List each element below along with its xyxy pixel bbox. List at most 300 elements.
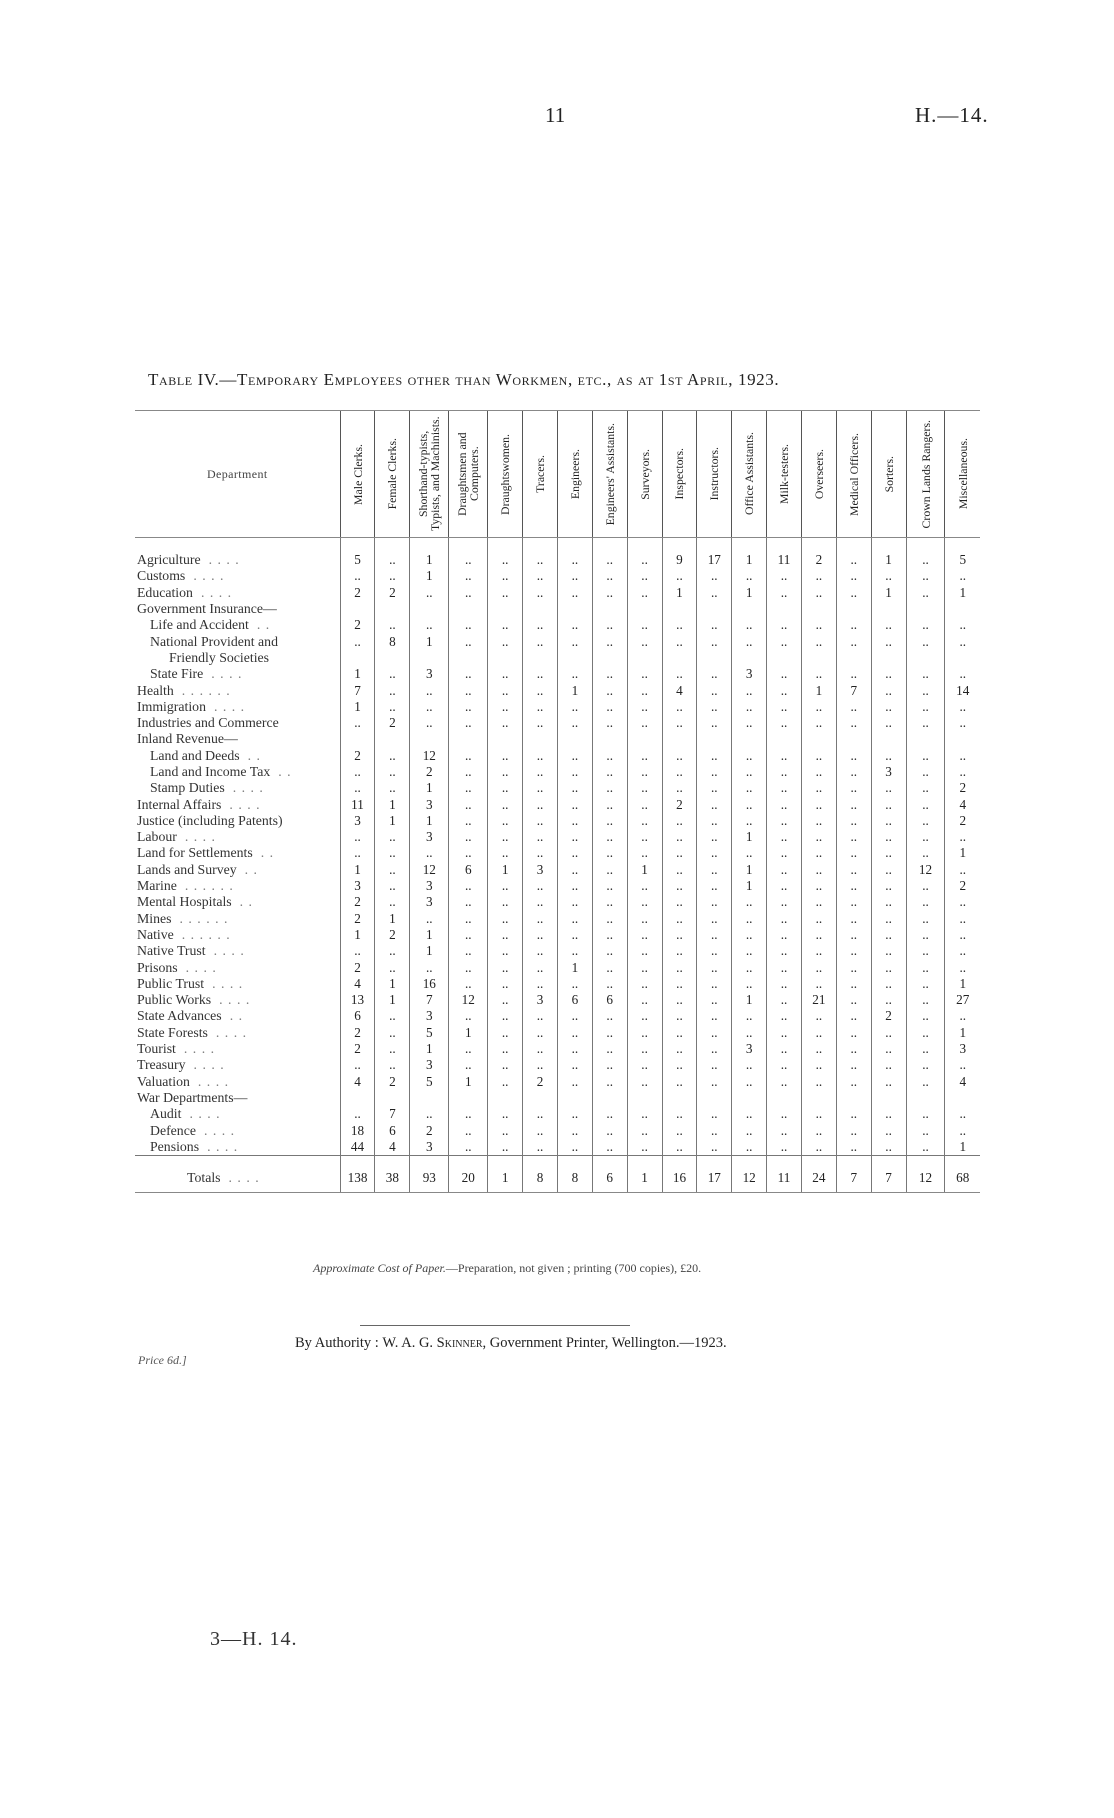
- value-cell: ..: [523, 1106, 558, 1122]
- value-cell: ..: [410, 617, 449, 633]
- value-cell: ..: [767, 617, 802, 633]
- value-cell: ..: [801, 568, 836, 584]
- value-cell: ..: [871, 699, 906, 715]
- value-cell: [523, 601, 558, 617]
- value-cell: ..: [697, 1025, 732, 1041]
- leader-dots: . . . .: [183, 1041, 216, 1057]
- printer-authority: [295, 1335, 727, 1352]
- value-cell: [627, 601, 662, 617]
- value-cell: ..: [767, 976, 802, 992]
- column-header-label: Instructors.: [707, 447, 722, 501]
- value-cell: ..: [801, 1122, 836, 1138]
- value-cell: ..: [836, 976, 871, 992]
- value-cell: ..: [592, 845, 627, 861]
- value-cell: ..: [523, 633, 558, 649]
- department-name: State Fire: [150, 666, 204, 682]
- value-cell: 14: [945, 682, 980, 698]
- value-cell: ..: [488, 927, 523, 943]
- table-row: [135, 633, 980, 649]
- value-cell: 2: [662, 796, 697, 812]
- value-cell: ..: [557, 911, 592, 927]
- value-cell: ..: [836, 845, 871, 861]
- value-cell: 2: [375, 715, 410, 731]
- value-cell: ..: [697, 682, 732, 698]
- value-cell: 6: [340, 1008, 375, 1024]
- leader-dots: . .: [278, 764, 292, 779]
- value-cell: ..: [523, 927, 558, 943]
- value-cell: 2: [801, 538, 836, 569]
- value-cell: 2: [945, 813, 980, 829]
- department-cell: [135, 538, 340, 569]
- department-cell: [135, 959, 340, 975]
- value-cell: ..: [662, 748, 697, 764]
- department-name: Life and Accident: [150, 617, 249, 633]
- department-name: Inland Revenue—: [137, 731, 238, 747]
- value-cell: ..: [871, 1106, 906, 1122]
- value-cell: ..: [375, 699, 410, 715]
- value-cell: ..: [557, 748, 592, 764]
- value-cell: ..: [592, 927, 627, 943]
- value-cell: 2: [340, 748, 375, 764]
- department-name: Friendly Societies: [169, 649, 270, 665]
- value-cell: ..: [871, 959, 906, 975]
- department-name: War Departments—: [137, 1089, 248, 1105]
- table-row: [135, 538, 980, 569]
- value-cell: ..: [945, 943, 980, 959]
- value-cell: ..: [906, 959, 945, 975]
- value-cell: ..: [592, 1041, 627, 1057]
- value-cell: ..: [592, 585, 627, 601]
- leader-dots: . .: [256, 617, 271, 633]
- department-name: Treasury: [137, 1057, 186, 1073]
- value-cell: ..: [375, 829, 410, 845]
- value-cell: ..: [662, 764, 697, 780]
- value-cell: ..: [557, 585, 592, 601]
- value-cell: ..: [523, 585, 558, 601]
- value-cell: 1: [375, 976, 410, 992]
- value-cell: ..: [732, 633, 767, 649]
- value-cell: ..: [836, 748, 871, 764]
- value-cell: ..: [488, 764, 523, 780]
- column-header-label: Miscellaneous.: [955, 438, 970, 510]
- value-cell: ..: [592, 715, 627, 731]
- value-cell: ..: [697, 796, 732, 812]
- department-cell: [135, 1025, 340, 1041]
- value-cell: ..: [627, 585, 662, 601]
- table-row: [135, 862, 980, 878]
- value-cell: ..: [767, 585, 802, 601]
- value-cell: ..: [592, 1008, 627, 1024]
- value-cell: 5: [410, 1025, 449, 1041]
- value-cell: ..: [488, 894, 523, 910]
- value-cell: ..: [945, 862, 980, 878]
- value-cell: ..: [340, 780, 375, 796]
- table-row: [135, 894, 980, 910]
- value-cell: ..: [592, 829, 627, 845]
- value-cell: 2: [410, 1122, 449, 1138]
- value-cell: ..: [697, 764, 732, 780]
- department-name: Pensions: [150, 1138, 200, 1154]
- cost-note: [313, 1261, 701, 1276]
- value-cell: ..: [697, 780, 732, 796]
- value-cell: ..: [871, 617, 906, 633]
- value-cell: 1: [340, 862, 375, 878]
- value-cell: ..: [449, 633, 488, 649]
- value-cell: ..: [662, 992, 697, 1008]
- value-cell: ..: [662, 1057, 697, 1073]
- value-cell: ..: [592, 748, 627, 764]
- value-cell: 13: [340, 992, 375, 1008]
- value-cell: ..: [836, 699, 871, 715]
- value-cell: ..: [592, 780, 627, 796]
- value-cell: 1: [627, 862, 662, 878]
- value-cell: ..: [557, 878, 592, 894]
- value-cell: [375, 650, 410, 666]
- value-cell: ..: [662, 568, 697, 584]
- value-cell: ..: [557, 1139, 592, 1156]
- value-cell: ..: [836, 1122, 871, 1138]
- value-cell: ..: [945, 959, 980, 975]
- value-cell: ..: [836, 829, 871, 845]
- value-cell: ..: [662, 1041, 697, 1057]
- value-cell: ..: [627, 992, 662, 1008]
- column-header-label: Surveyors.: [637, 448, 652, 500]
- value-cell: 3: [732, 1041, 767, 1057]
- value-cell: ..: [627, 538, 662, 569]
- value-cell: ..: [906, 845, 945, 861]
- value-cell: ..: [767, 633, 802, 649]
- authority-divider: [360, 1325, 630, 1326]
- department-name: Mines: [137, 910, 172, 926]
- value-cell: ..: [871, 780, 906, 796]
- value-cell: ..: [871, 1025, 906, 1041]
- value-cell: 3: [410, 1139, 449, 1156]
- value-cell: ..: [662, 1074, 697, 1090]
- value-cell: ..: [488, 1106, 523, 1122]
- value-cell: ..: [523, 715, 558, 731]
- value-cell: ..: [945, 1106, 980, 1122]
- value-cell: ..: [662, 1139, 697, 1156]
- value-cell: ..: [732, 1122, 767, 1138]
- value-cell: ..: [523, 1057, 558, 1073]
- value-cell: ..: [871, 796, 906, 812]
- value-cell: ..: [801, 959, 836, 975]
- value-cell: 1: [375, 992, 410, 1008]
- value-cell: ..: [488, 666, 523, 682]
- value-cell: [871, 731, 906, 747]
- value-cell: ..: [732, 1057, 767, 1073]
- value-cell: 1: [871, 538, 906, 569]
- value-cell: ..: [801, 911, 836, 927]
- value-cell: [732, 650, 767, 666]
- value-cell: 21: [801, 992, 836, 1008]
- value-cell: 1: [945, 1025, 980, 1041]
- value-cell: ..: [627, 1122, 662, 1138]
- leader-dots: . .: [260, 845, 275, 861]
- value-cell: ..: [375, 959, 410, 975]
- value-cell: ..: [523, 976, 558, 992]
- value-cell: ..: [375, 780, 410, 796]
- value-cell: ..: [627, 633, 662, 649]
- value-cell: ..: [523, 1041, 558, 1057]
- value-cell: ..: [697, 943, 732, 959]
- value-cell: 1: [410, 568, 449, 584]
- document-code: H.—14.: [915, 103, 989, 127]
- value-cell: ..: [697, 862, 732, 878]
- value-cell: ..: [449, 829, 488, 845]
- value-cell: ..: [836, 927, 871, 943]
- value-cell: ..: [375, 878, 410, 894]
- department-name: Labour: [137, 829, 177, 845]
- value-cell: ..: [871, 911, 906, 927]
- value-cell: ..: [906, 1122, 945, 1138]
- value-cell: ..: [767, 666, 802, 682]
- department-cell: [135, 976, 340, 992]
- value-cell: 3: [410, 666, 449, 682]
- value-cell: 3: [732, 666, 767, 682]
- value-cell: ..: [557, 943, 592, 959]
- column-header-label: Tracers.: [533, 455, 547, 493]
- column-header: [906, 411, 945, 538]
- department-cell: [135, 943, 340, 959]
- value-cell: [906, 601, 945, 617]
- value-cell: ..: [375, 682, 410, 698]
- value-cell: ..: [557, 862, 592, 878]
- value-cell: ..: [871, 943, 906, 959]
- department-cell: [135, 1155, 340, 1192]
- table-row: [135, 617, 980, 633]
- value-cell: ..: [488, 568, 523, 584]
- value-cell: 1: [732, 829, 767, 845]
- value-cell: 1: [732, 878, 767, 894]
- value-cell: ..: [767, 845, 802, 861]
- value-cell: ..: [732, 748, 767, 764]
- leader-dots: . .: [247, 747, 262, 763]
- department-name: Internal Affairs: [137, 796, 222, 812]
- value-cell: ..: [801, 617, 836, 633]
- value-cell: ..: [767, 780, 802, 796]
- value-cell: 3: [410, 1008, 449, 1024]
- department-cell: [135, 992, 340, 1008]
- column-header-label: Sorters.: [881, 455, 896, 493]
- value-cell: ..: [488, 1122, 523, 1138]
- value-cell: 4: [340, 976, 375, 992]
- value-cell: ..: [767, 959, 802, 975]
- value-cell: 2: [375, 1074, 410, 1090]
- value-cell: ..: [557, 633, 592, 649]
- value-cell: [801, 731, 836, 747]
- table-row: [135, 992, 980, 1008]
- value-cell: ..: [697, 1008, 732, 1024]
- value-cell: ..: [449, 748, 488, 764]
- value-cell: 3: [523, 862, 558, 878]
- table-row: [135, 1074, 980, 1090]
- value-cell: ..: [488, 1025, 523, 1041]
- value-cell: ..: [592, 1025, 627, 1041]
- value-cell: ..: [523, 617, 558, 633]
- value-cell: ..: [697, 1122, 732, 1138]
- value-cell: ..: [449, 617, 488, 633]
- value-cell: ..: [557, 1041, 592, 1057]
- column-header-label: Overseers.: [811, 448, 826, 500]
- value-cell: 12: [906, 1155, 945, 1192]
- value-cell: ..: [488, 1008, 523, 1024]
- department-cell: [135, 780, 340, 796]
- value-cell: 1: [732, 538, 767, 569]
- value-cell: ..: [410, 1106, 449, 1122]
- value-cell: ..: [627, 1074, 662, 1090]
- value-cell: ..: [488, 992, 523, 1008]
- value-cell: ..: [557, 1122, 592, 1138]
- department-name: Valuation: [137, 1073, 190, 1089]
- value-cell: ..: [557, 1074, 592, 1090]
- value-cell: ..: [557, 829, 592, 845]
- department-cell: [135, 666, 340, 682]
- value-cell: ..: [801, 829, 836, 845]
- value-cell: ..: [662, 633, 697, 649]
- department-name: National Provident and: [150, 633, 278, 649]
- value-cell: ..: [801, 666, 836, 682]
- value-cell: 1: [375, 911, 410, 927]
- value-cell: ..: [449, 682, 488, 698]
- column-header: [340, 411, 375, 538]
- value-cell: [375, 731, 410, 747]
- value-cell: ..: [767, 992, 802, 1008]
- column-header-label: Engineers' Assistants.: [602, 422, 617, 526]
- value-cell: [732, 601, 767, 617]
- value-cell: ..: [375, 538, 410, 569]
- value-cell: ..: [662, 862, 697, 878]
- value-cell: ..: [906, 617, 945, 633]
- value-cell: ..: [449, 894, 488, 910]
- value-cell: ..: [523, 666, 558, 682]
- value-cell: ..: [592, 538, 627, 569]
- value-cell: ..: [945, 699, 980, 715]
- value-cell: ..: [945, 829, 980, 845]
- value-cell: ..: [732, 699, 767, 715]
- value-cell: ..: [906, 682, 945, 698]
- department-cell: [135, 1074, 340, 1090]
- page-number: 11: [545, 103, 566, 127]
- value-cell: ..: [340, 845, 375, 861]
- value-cell: [627, 731, 662, 747]
- value-cell: ..: [906, 568, 945, 584]
- value-cell: ..: [871, 1074, 906, 1090]
- value-cell: ..: [767, 1025, 802, 1041]
- value-cell: ..: [557, 568, 592, 584]
- leader-dots: . . . .: [200, 584, 233, 600]
- value-cell: 12: [410, 862, 449, 878]
- value-cell: ..: [488, 780, 523, 796]
- value-cell: ..: [592, 617, 627, 633]
- value-cell: ..: [488, 959, 523, 975]
- value-cell: 2: [945, 878, 980, 894]
- value-cell: [627, 650, 662, 666]
- value-cell: 4: [662, 682, 697, 698]
- value-cell: ..: [906, 1074, 945, 1090]
- value-cell: ..: [767, 699, 802, 715]
- leader-dots: . . . .: [189, 1106, 221, 1122]
- leader-dots: . .: [244, 861, 258, 877]
- value-cell: ..: [662, 617, 697, 633]
- value-cell: ..: [449, 568, 488, 584]
- value-cell: ..: [557, 780, 592, 796]
- value-cell: ..: [449, 764, 488, 780]
- value-cell: [592, 601, 627, 617]
- value-cell: ..: [871, 845, 906, 861]
- value-cell: 1: [871, 585, 906, 601]
- value-cell: ..: [375, 568, 410, 584]
- value-cell: 1: [488, 1155, 523, 1192]
- value-cell: ..: [662, 829, 697, 845]
- value-cell: 3: [410, 878, 449, 894]
- value-cell: ..: [488, 943, 523, 959]
- table-row: [135, 568, 980, 584]
- value-cell: ..: [836, 666, 871, 682]
- value-cell: ..: [767, 829, 802, 845]
- value-cell: ..: [627, 813, 662, 829]
- value-cell: ..: [801, 1106, 836, 1122]
- value-cell: ..: [836, 894, 871, 910]
- value-cell: [557, 650, 592, 666]
- value-cell: ..: [488, 1074, 523, 1090]
- value-cell: 6: [592, 992, 627, 1008]
- value-cell: ..: [697, 1139, 732, 1156]
- value-cell: 7: [836, 1155, 871, 1192]
- value-cell: ..: [767, 813, 802, 829]
- value-cell: 17: [697, 538, 732, 569]
- table-row: [135, 976, 980, 992]
- value-cell: ..: [592, 911, 627, 927]
- value-cell: ..: [375, 1025, 410, 1041]
- value-cell: ..: [627, 764, 662, 780]
- value-cell: ..: [906, 796, 945, 812]
- value-cell: ..: [449, 699, 488, 715]
- value-cell: ..: [592, 976, 627, 992]
- value-cell: ..: [627, 1057, 662, 1073]
- value-cell: ..: [375, 666, 410, 682]
- value-cell: ..: [836, 764, 871, 780]
- value-cell: 2: [871, 1008, 906, 1024]
- value-cell: ..: [732, 911, 767, 927]
- value-cell: ..: [662, 666, 697, 682]
- value-cell: ..: [945, 1057, 980, 1073]
- value-cell: ..: [449, 911, 488, 927]
- value-cell: ..: [488, 1041, 523, 1057]
- table-row: [135, 845, 980, 861]
- table-row: [135, 699, 980, 715]
- table-row: [135, 1106, 980, 1122]
- value-cell: ..: [801, 862, 836, 878]
- department-cell: [135, 1139, 340, 1156]
- value-cell: 1: [375, 813, 410, 829]
- value-cell: ..: [557, 976, 592, 992]
- authority-prefix: By Authority :: [295, 1335, 383, 1351]
- value-cell: ..: [523, 1008, 558, 1024]
- value-cell: ..: [488, 976, 523, 992]
- value-cell: ..: [836, 943, 871, 959]
- value-cell: ..: [592, 1074, 627, 1090]
- value-cell: ..: [592, 666, 627, 682]
- column-header-label: Draughtswomen.: [498, 433, 513, 515]
- department-cell: [135, 633, 340, 649]
- value-cell: ..: [945, 715, 980, 731]
- department-name: State Advances: [137, 1008, 222, 1024]
- column-header: [767, 411, 802, 538]
- value-cell: [945, 1090, 980, 1106]
- value-cell: ..: [945, 748, 980, 764]
- value-cell: ..: [662, 927, 697, 943]
